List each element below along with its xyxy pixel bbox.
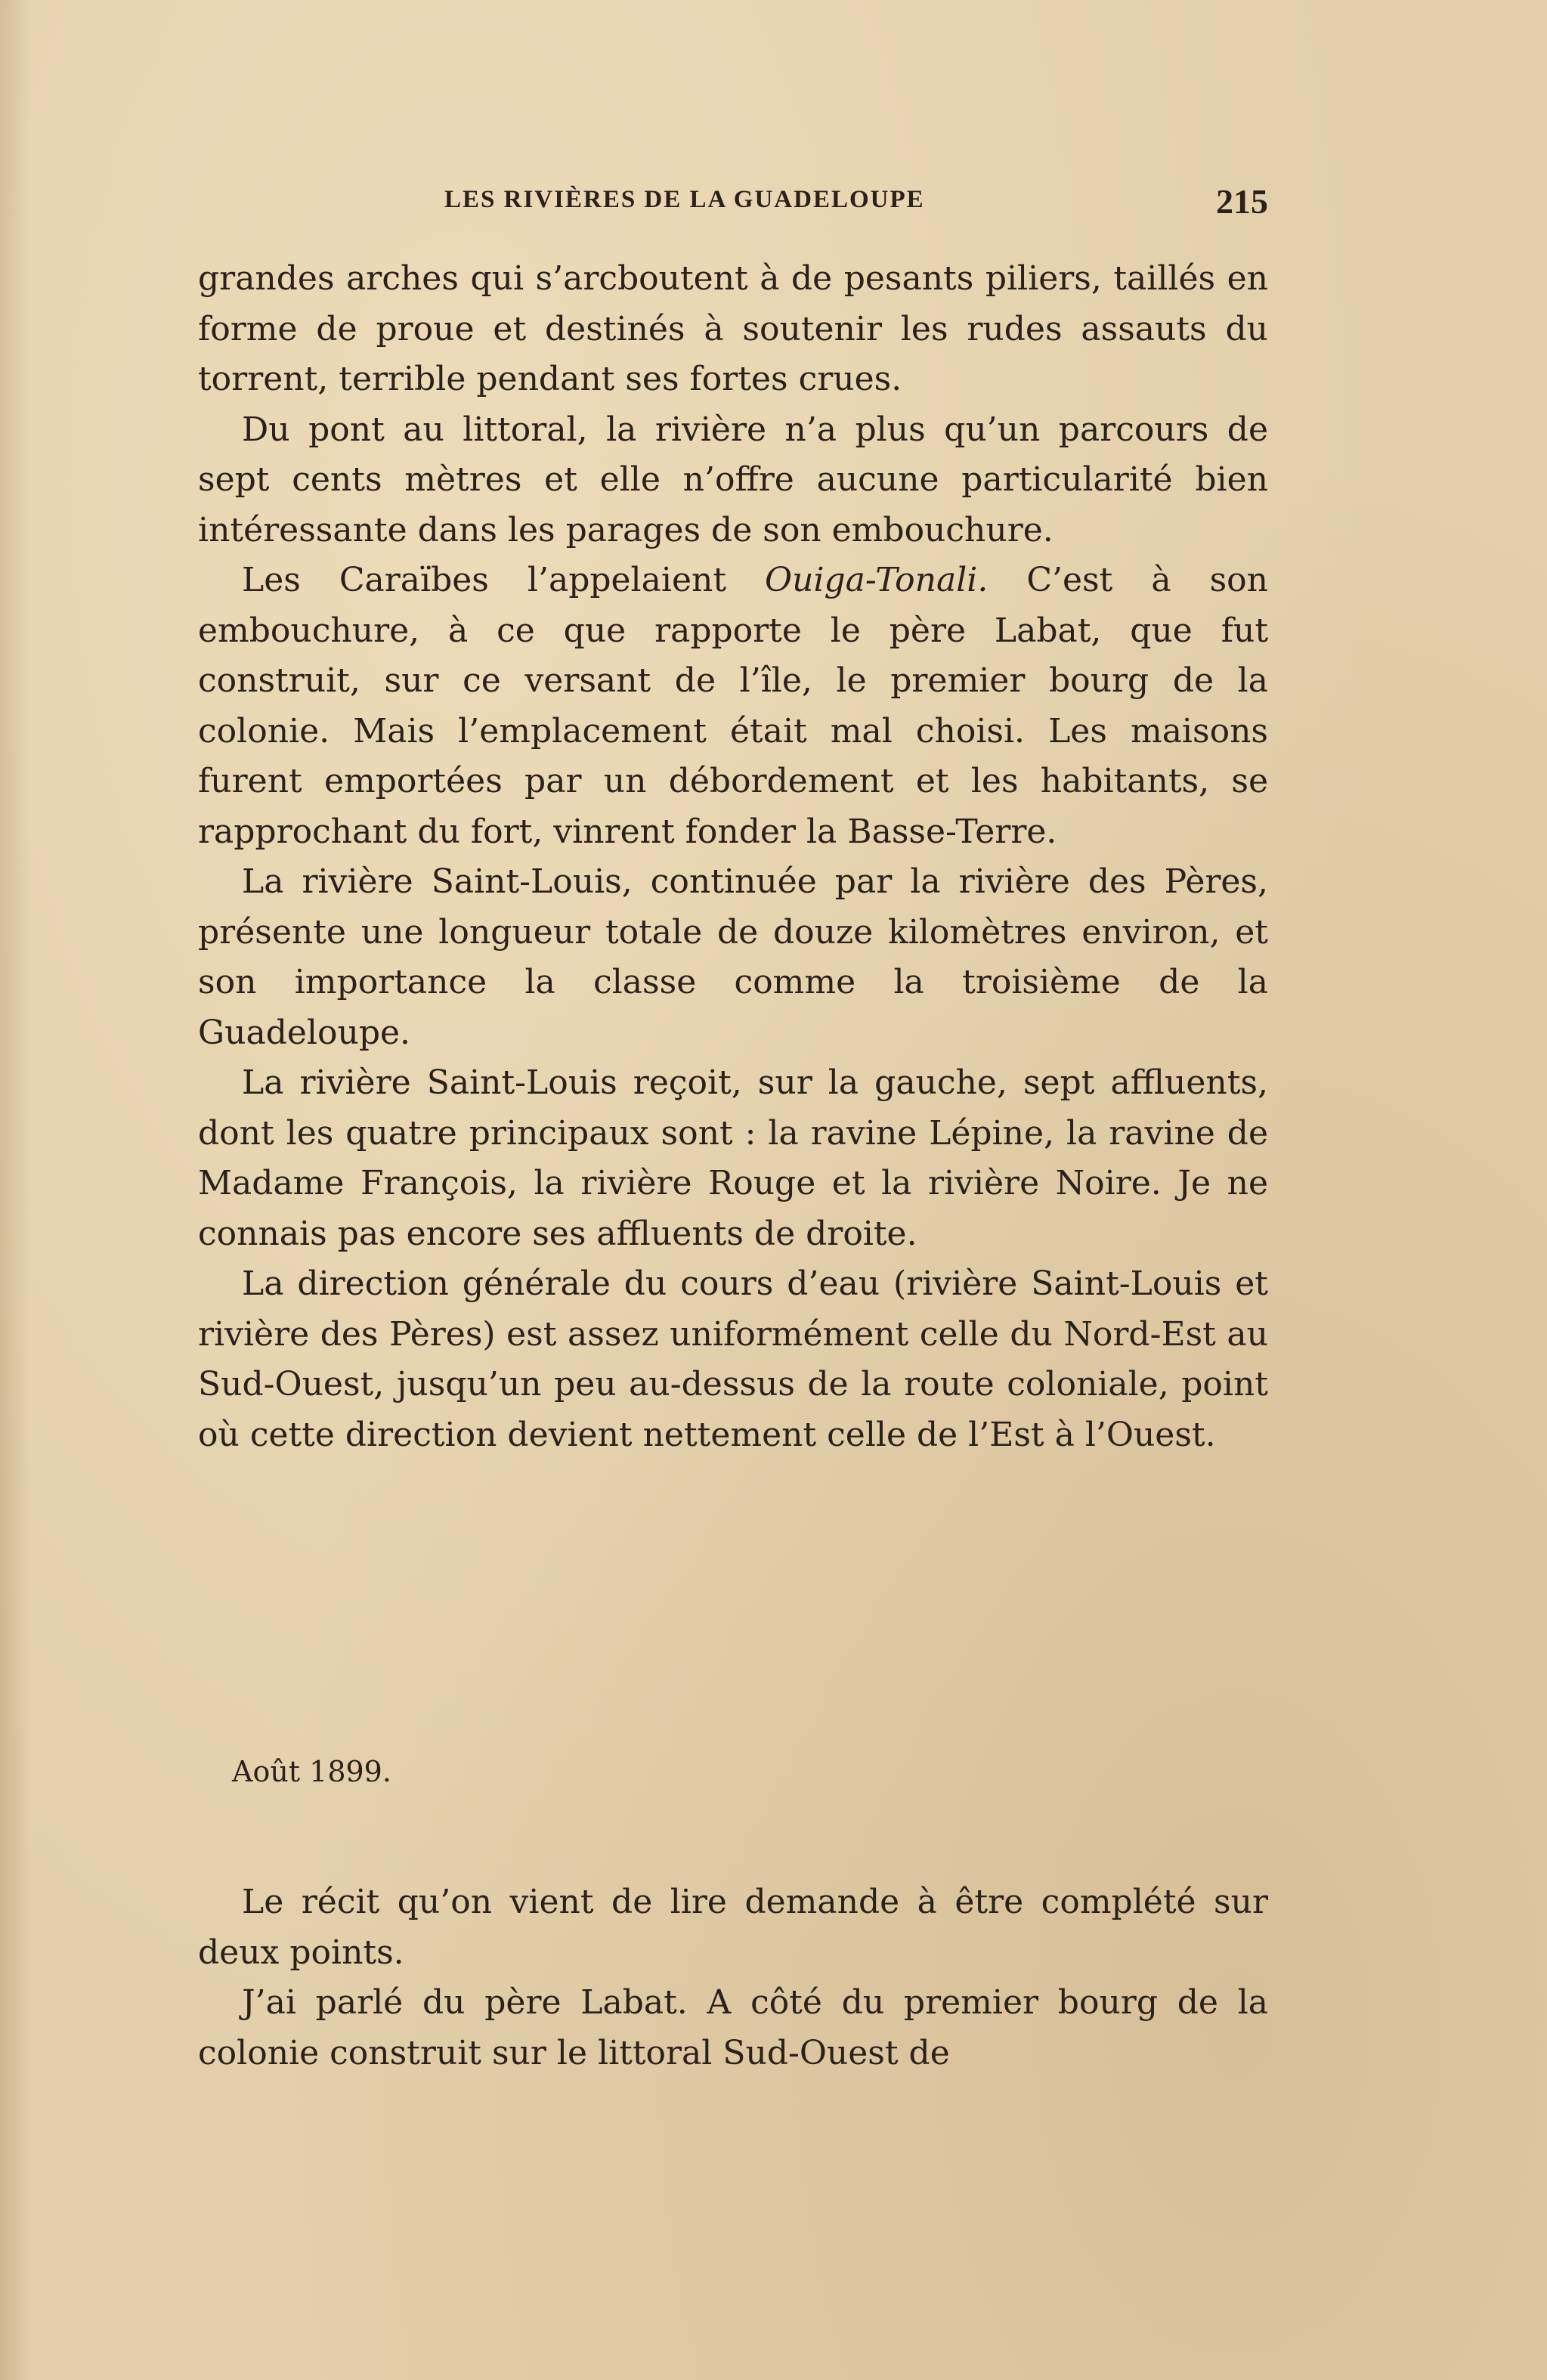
paragraph: La rivière Saint-Louis reçoit, sur la gauche, sept affluents, dont les quatre principaux sont : la ravine Lépine, la ravine de Madame François, la rivière Rouge et la rivière Noire. Je ne connais pas encore ses affluents de droite. [198,1063,1268,1253]
page-number: 215 [1216,182,1268,221]
paragraph-text: Les Caraïbes l’appelaient [242,561,766,599]
paragraph: Du pont au littoral, la rivière n’a plus qu’un parcours de sept cents mètres et elle n’offre aucune particularité bien intéressante dans les parages de son embouchure. [198,410,1268,549]
running-title: LES RIVIÈRES DE LA GUADELOUPE [444,186,925,213]
date-line: Août 1899. [232,1755,391,1788]
paragraph: La rivière Saint-Louis, continuée par la rivière des Pères, présente une longueur totale de douze kilomètres environ, et son importance la classe comme la troisième de la Guadeloupe. [198,862,1268,1052]
body-text [198,254,1268,1460]
paragraph: J’ai parlé du père Labat. A côté du premier bourg de la colonie construit sur le littoral Sud-Ouest de [198,1983,1268,2072]
italic-name: Ouiga-Tonali. [765,561,989,599]
paragraph [198,556,1268,857]
paragraph-text: C’est à son embouchure, à ce que rapporte le père Labat, que fut construit, sur ce versant de l’île, le premier bourg de la colonie. Mais l’emplacement était mal choisi. Les maisons furent emportées par un débordement et les habitants, se rapprochant du fort, vinrent fonder la Basse-Terre. [198,561,1268,851]
paragraph: Le récit qu’on vient de lire demande à être complété sur deux points. [198,1883,1268,1972]
paragraph: La direction générale du cours d’eau (rivière Saint-Louis et rivière des Pères) est assez uniformément celle du Nord-Est au Sud-Ouest, jusqu’un peu au-dessus de la route coloniale, point où cette direction devient nettement celle de l’Est à l’Ouest. [198,1264,1268,1454]
page-header [444,181,1268,227]
body-text-continued [198,1877,1268,2078]
paragraph: grandes arches qui s’arcboutent à de pesants piliers, taillés en forme de proue et destinés à soutenir les rudes assauts du torrent, terrible pendant ses fortes crues. [198,259,1268,398]
